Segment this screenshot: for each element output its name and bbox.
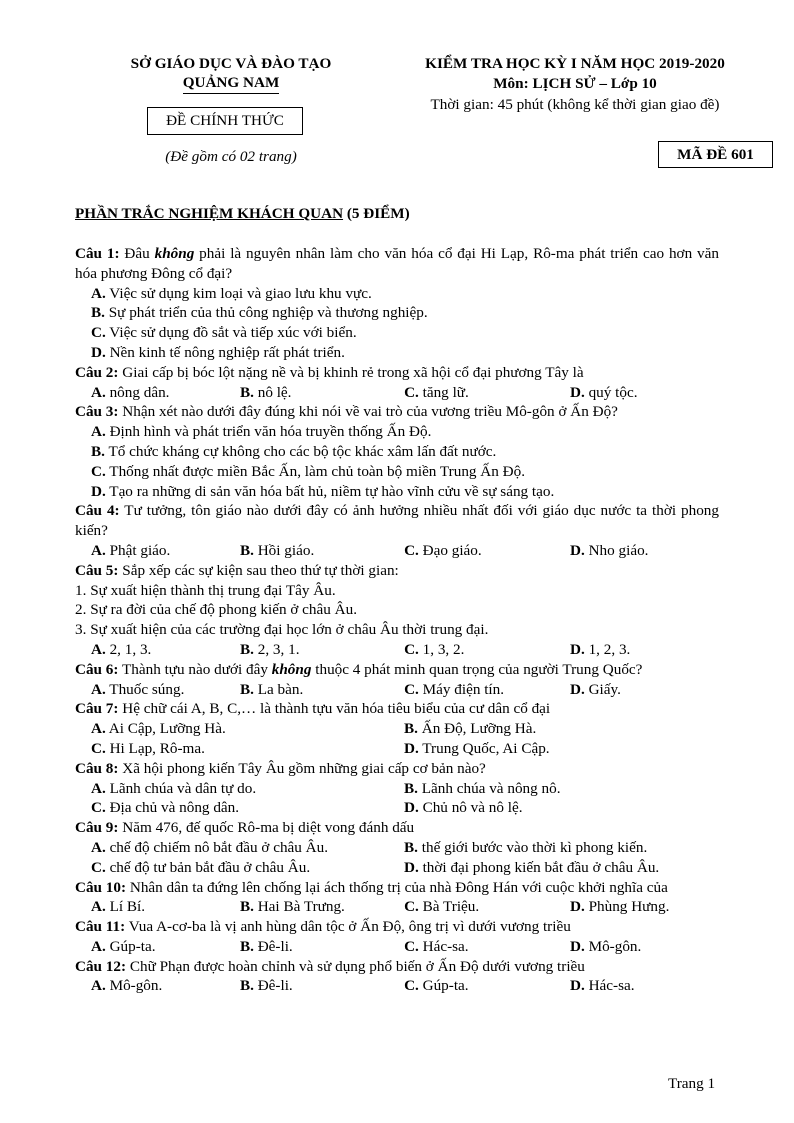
question-text: Tư tưởng, tôn giáo nào dưới đây có ảnh hưởng nhiều nhất đối với giáo dục nước ta thời phong kiến?	[75, 502, 719, 540]
option-text: Hi Lạp, Rô-ma.	[105, 739, 205, 757]
question-emphasis: không	[154, 245, 195, 262]
exam-title: KIỂM TRA HỌC KỲ I NĂM HỌC 2019-2020	[425, 55, 725, 72]
option-text: Máy điện tín.	[418, 680, 505, 698]
option-letter: A.	[91, 937, 106, 955]
option-text: Lãnh chúa và dân tự do.	[105, 779, 257, 797]
option-letter: D.	[570, 977, 585, 995]
option-text: Định hình và phát triển văn hóa truyền thống Ấn Độ.	[105, 423, 432, 441]
question-label: Câu 9:	[75, 819, 119, 837]
page-number: Trang 1	[668, 1075, 716, 1092]
option-text: Lãnh chúa và nông nô.	[417, 779, 561, 797]
option-text: Việc sử dụng đồ sắt và tiếp xúc với biển.	[105, 324, 357, 342]
options-row	[75, 680, 719, 700]
option-text: Tạo ra những di sản văn hóa bất hủ, niềm tự hào vĩnh cửu về sự sáng tạo.	[105, 482, 555, 500]
option-row[interactable]	[75, 343, 719, 363]
option[interactable]	[240, 680, 404, 700]
option-text: Ấn Độ, Lưỡng Hà.	[417, 720, 537, 738]
question-text: Giai cấp bị bóc lột nặng nề và bị khinh rẻ trong xã hội cổ đại phương Tây là	[118, 363, 584, 381]
issuer-block	[100, 54, 362, 94]
option[interactable]	[404, 838, 719, 858]
option-letter: B.	[239, 898, 254, 916]
option[interactable]	[404, 798, 719, 818]
options-row	[75, 383, 719, 403]
question-label: Câu 11:	[75, 918, 126, 936]
pages-note: (Đề gồm có 02 trang)	[165, 148, 297, 165]
question-5	[75, 561, 719, 581]
option-letter: A.	[91, 541, 106, 559]
question-text: Xã hội phong kiến Tây Âu gồm những giai cấp cơ bản nào?	[118, 759, 486, 777]
option-text: Nền kinh tế nông nghiệp rất phát triển.	[105, 343, 345, 361]
option-text: Gúp-ta.	[418, 977, 469, 995]
exam-info-block	[380, 54, 770, 115]
option[interactable]	[91, 640, 240, 660]
option[interactable]	[570, 640, 719, 660]
event-item: 1. Sự xuất hiện thành thị trung đại Tây Âu.	[75, 581, 336, 599]
option-letter: C.	[91, 739, 106, 757]
question-7	[75, 699, 719, 719]
option-text: quý tộc.	[584, 383, 638, 401]
option[interactable]	[404, 680, 570, 700]
option-letter: A.	[91, 284, 106, 302]
option-letter: A.	[91, 898, 106, 916]
options-row	[75, 937, 719, 957]
option-text: Đạo giáo.	[418, 541, 482, 559]
option[interactable]	[91, 383, 240, 403]
option-letter: D.	[570, 680, 585, 698]
question-label: Câu 6:	[75, 660, 119, 678]
event-item: 3. Sự xuất hiện của các trường đại học lớn ở châu Âu thời trung đại.	[75, 621, 489, 639]
option-letter: C.	[404, 640, 419, 658]
option[interactable]	[404, 541, 570, 561]
option-text: Bà Triệu.	[418, 898, 480, 916]
option-text: Phật giáo.	[105, 541, 171, 559]
option[interactable]	[404, 383, 570, 403]
question-4	[75, 501, 719, 541]
option[interactable]	[404, 897, 570, 917]
option[interactable]	[91, 779, 404, 799]
options-row	[75, 719, 719, 739]
option[interactable]	[404, 719, 719, 739]
time-line: Thời gian: 45 phút (không kể thời gian giao đề)	[430, 96, 720, 113]
option-letter: D.	[91, 343, 106, 361]
options-row	[75, 640, 719, 660]
question-emphasis: không	[271, 660, 312, 678]
question-1	[75, 244, 719, 284]
option-letter: B.	[239, 937, 254, 955]
option-text: Phùng Hưng.	[584, 898, 670, 916]
option-letter: B.	[91, 304, 105, 322]
option-letter: C.	[91, 462, 106, 480]
question-label: Câu 8:	[75, 759, 119, 777]
question-text: phải là nguyên nhân làm cho văn hóa cổ đại Hi Lạp, Rô-ma phát triển cao hơn văn hóa phương Đông cổ đại?	[75, 245, 719, 282]
option-letter: D.	[570, 383, 585, 401]
option-letter: D.	[570, 541, 585, 559]
option-letter: C.	[404, 383, 419, 401]
question-label: Câu 3:	[75, 403, 119, 421]
option-text: Thống nhất được miền Bắc Ấn, làm chủ toàn bộ miền Trung Ấn Độ.	[105, 462, 526, 480]
option-letter: D.	[404, 739, 419, 757]
official-exam-box: ĐỀ CHÍNH THỨC	[147, 107, 303, 135]
option-letter: A.	[91, 977, 106, 995]
option-letter: B.	[404, 838, 418, 856]
option[interactable]	[91, 976, 240, 996]
option-text: Địa chủ và nông dân.	[105, 799, 240, 817]
section-title-points: (5 ĐIỂM)	[343, 205, 410, 222]
option[interactable]	[240, 383, 404, 403]
option[interactable]	[91, 838, 404, 858]
option-text: Ai Cập, Lưỡng Hà.	[105, 720, 226, 738]
question-label: Câu 4:	[75, 502, 120, 520]
option-letter: D.	[570, 640, 585, 658]
option-text: thời đại phong kiến bắt đầu ở châu Âu.	[418, 858, 660, 876]
option-text: 2, 1, 3.	[105, 640, 152, 658]
option-letter: B.	[239, 640, 254, 658]
option-text: Mô-gôn.	[105, 977, 163, 995]
option-text: 1, 3, 2.	[418, 640, 465, 658]
option[interactable]	[91, 680, 240, 700]
option-text: Hác-sa.	[418, 937, 469, 955]
question-10	[75, 878, 719, 898]
option-letter: B.	[239, 541, 254, 559]
question-2	[75, 363, 719, 383]
question-label: Câu 5:	[75, 561, 119, 579]
option[interactable]	[570, 976, 719, 996]
option[interactable]	[404, 937, 570, 957]
question-label: Câu 7:	[75, 700, 119, 718]
option-letter: B.	[239, 977, 254, 995]
option-letter: C.	[404, 937, 419, 955]
section-title-main: PHẦN TRẮC NGHIỆM KHÁCH QUAN	[75, 205, 344, 222]
option-letter: B.	[404, 779, 418, 797]
question-12	[75, 957, 719, 977]
option-text: chế độ chiếm nô bắt đầu ở châu Âu.	[105, 838, 329, 856]
options-row	[75, 739, 719, 759]
option[interactable]	[570, 680, 719, 700]
question-text: Nhân dân ta đứng lên chống lại ách thống trị của nhà Đông Hán với cuộc khởi nghĩa của	[126, 878, 668, 896]
option-letter: B.	[404, 720, 418, 738]
question-text: Đâu	[119, 245, 155, 262]
options-row	[75, 838, 719, 858]
option[interactable]	[91, 798, 404, 818]
province-name: QUẢNG NAM	[183, 73, 280, 94]
option[interactable]	[240, 937, 404, 957]
option-letter: A.	[91, 640, 106, 658]
option-letter: A.	[91, 838, 106, 856]
option-text: tăng lữ.	[418, 383, 469, 401]
option-letter: C.	[91, 324, 106, 342]
option-text: Chủ nô và nô lệ.	[418, 799, 523, 817]
option[interactable]	[91, 897, 240, 917]
option-text: Trung Quốc, Ai Cập.	[418, 739, 550, 757]
option[interactable]	[240, 541, 404, 561]
option[interactable]	[404, 858, 719, 878]
question-text: Vua A-cơ-ba là vị anh hùng dân tộc ở Ấn Độ, ông trị vì dưới vương triều	[125, 918, 571, 936]
option[interactable]	[91, 719, 404, 739]
question-text: Hệ chữ cái A, B, C,… là thành tựu văn hóa tiêu biểu của cư dân cổ đại	[118, 700, 551, 718]
section-title	[75, 204, 719, 224]
question-8	[75, 759, 719, 779]
question-label: Câu 1:	[75, 245, 120, 262]
question-text: Nhận xét nào dưới đây đúng khi nói về vai trò của vương triều Mô-gôn ở Ấn Độ?	[118, 403, 618, 421]
subject-line: Môn: LỊCH SỬ – Lớp 10	[493, 75, 657, 92]
option-letter: A.	[91, 383, 106, 401]
exam-code-box: MÃ ĐỀ 601	[658, 141, 773, 168]
option[interactable]	[570, 541, 719, 561]
option-text: Lí Bí.	[105, 898, 146, 916]
option-text: nô lệ.	[253, 383, 292, 401]
option-text: Hai Bà Trưng.	[253, 898, 345, 916]
option[interactable]	[240, 976, 404, 996]
option-text: Giấy.	[584, 680, 621, 698]
option-letter: B.	[91, 442, 105, 460]
option-text: 1, 2, 3.	[584, 640, 631, 658]
option-text: Thuốc súng.	[105, 680, 185, 698]
option[interactable]	[240, 640, 404, 660]
option-text: 2, 3, 1.	[253, 640, 300, 658]
option[interactable]	[404, 976, 570, 996]
option-row[interactable]	[75, 462, 719, 482]
option[interactable]	[91, 541, 240, 561]
option[interactable]	[91, 858, 404, 878]
option-letter: C.	[91, 799, 106, 817]
question-text: Chữ Phạn được hoàn chỉnh và sử dụng phổ biến ở Ấn Độ dưới vương triều	[126, 957, 585, 975]
option-text: Nho giáo.	[584, 541, 649, 559]
exam-content	[75, 204, 719, 996]
option-row[interactable]	[75, 323, 719, 343]
option[interactable]	[570, 383, 719, 403]
option[interactable]	[570, 937, 719, 957]
option-text: Mô-gôn.	[584, 937, 642, 955]
option-letter: D.	[404, 858, 419, 876]
option-text: Tổ chức kháng cự không cho các bộ tộc khác xâm lấn đất nước.	[104, 442, 497, 460]
question-text: Thành tựu nào dưới đây	[118, 660, 272, 678]
option[interactable]	[240, 897, 404, 917]
options-row	[75, 897, 719, 917]
option-text: Gúp-ta.	[105, 937, 156, 955]
option-letter: D.	[570, 937, 585, 955]
option-row[interactable]	[75, 482, 719, 502]
options-row	[75, 858, 719, 878]
question-3	[75, 402, 719, 422]
option[interactable]	[91, 739, 404, 759]
option-row[interactable]	[75, 284, 719, 304]
question-11	[75, 917, 719, 937]
option-text: Đê-li.	[253, 937, 293, 955]
option-letter: D.	[404, 799, 419, 817]
option-row[interactable]	[75, 422, 719, 442]
option-letter: A.	[91, 779, 106, 797]
options-row	[75, 779, 719, 799]
option-letter: A.	[91, 423, 106, 441]
option-letter: C.	[404, 977, 419, 995]
option-letter: C.	[91, 858, 106, 876]
option-row[interactable]	[75, 303, 719, 323]
option-letter: B.	[239, 680, 254, 698]
option-text: La bàn.	[253, 680, 304, 698]
option[interactable]	[404, 779, 719, 799]
question-label: Câu 10:	[75, 878, 127, 896]
question-label: Câu 12:	[75, 957, 127, 975]
option-letter: B.	[239, 383, 254, 401]
department-name: SỞ GIÁO DỤC VÀ ĐÀO TẠO	[130, 55, 332, 72]
option-letter: A.	[91, 720, 106, 738]
option-text: thế giới bước vào thời kì phong kiến.	[417, 838, 648, 856]
option-letter: C.	[404, 898, 419, 916]
option[interactable]	[91, 937, 240, 957]
event-item: 2. Sự ra đời của chế độ phong kiến ở châu Âu.	[75, 601, 357, 619]
option-letter: D.	[570, 898, 585, 916]
option-text: Hồi giáo.	[253, 541, 315, 559]
option-letter: D.	[91, 482, 106, 500]
option[interactable]	[570, 897, 719, 917]
option-letter: C.	[404, 680, 419, 698]
option[interactable]	[404, 739, 719, 759]
options-row	[75, 541, 719, 561]
option-text: Sự phát triển của thủ công nghiệp và thương nghiệp.	[104, 304, 428, 322]
option-letter: A.	[91, 680, 106, 698]
options-row	[75, 798, 719, 818]
options-row	[75, 976, 719, 996]
option-text: nông dân.	[105, 383, 170, 401]
option-text: Việc sử dụng kim loại và giao lưu khu vực.	[105, 284, 372, 302]
option-row[interactable]	[75, 442, 719, 462]
option-text: Đê-li.	[253, 977, 293, 995]
question-label: Câu 2:	[75, 363, 119, 381]
option-text: Hác-sa.	[584, 977, 635, 995]
option[interactable]	[404, 640, 570, 660]
question-text: Năm 476, đế quốc Rô-ma bị diệt vong đánh dấu	[118, 819, 415, 837]
option-text: chế độ tư bản bắt đầu ở châu Âu.	[105, 858, 311, 876]
question-text: Sắp xếp các sự kiện sau theo thứ tự thời gian:	[118, 561, 399, 579]
option-letter: C.	[404, 541, 419, 559]
question-9	[75, 818, 719, 838]
question-6	[75, 660, 719, 680]
question-text: thuộc 4 phát minh quan trọng của người Trung Quốc?	[311, 660, 643, 678]
